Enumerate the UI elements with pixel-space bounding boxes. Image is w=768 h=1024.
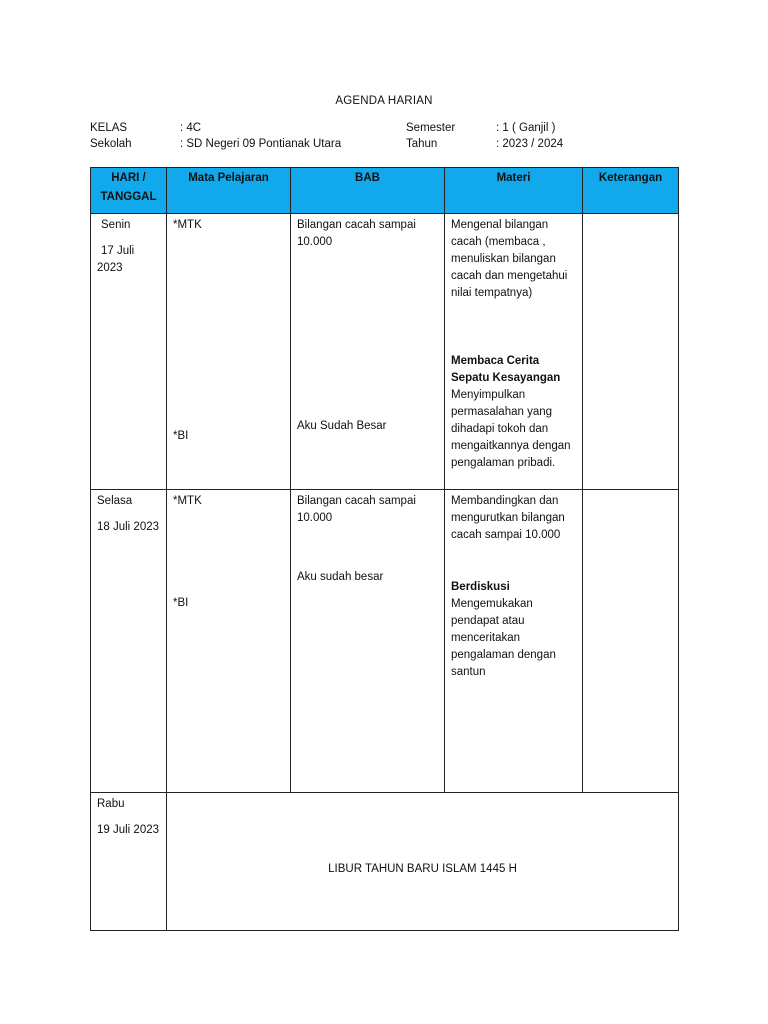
header-materi: Materi — [445, 168, 583, 214]
tahun-value: : 2023 / 2024 — [496, 138, 564, 150]
table-row — [91, 490, 679, 793]
header-bab: BAB — [291, 168, 445, 214]
header-hari: HARI / TANGGAL — [91, 168, 167, 214]
header-keterangan: Keterangan — [583, 168, 679, 214]
header-mapel: Mata Pelajaran — [167, 168, 291, 214]
table-row — [91, 793, 679, 931]
semester-value: : 1 ( Ganjil ) — [496, 122, 556, 134]
cell-hari: Selasa 18 Juli 2023 — [91, 490, 167, 793]
cell-mapel: *MTK *BI — [167, 214, 291, 490]
table-header-row — [91, 168, 679, 214]
table-row — [91, 214, 679, 490]
cell-hari: Senin 17 Juli 2023 — [91, 214, 167, 490]
sekolah-value: : SD Negeri 09 Pontianak Utara — [180, 138, 342, 150]
cell-keterangan — [583, 214, 679, 490]
document-title: AGENDA HARIAN — [335, 95, 433, 107]
cell-materi: Mengenal bilangan cacah (membaca , menuliskan bilangan cacah dan mengetahui nilai tempatnya) Membaca Cerita Sepatu Kesayangan Menyimpulkan permasalahan yang dihadapi tokoh dan mengaitkannya dengan pengalaman pribadi. — [445, 214, 583, 490]
sekolah-label: Sekolah — [90, 138, 132, 150]
cell-keterangan — [583, 490, 679, 793]
semester-label: Semester — [406, 122, 456, 134]
tahun-label: Tahun — [406, 138, 438, 150]
cell-mapel: *MTK *BI — [167, 490, 291, 793]
cell-bab: Bilangan cacah sampai 10.000 Aku Sudah Besar — [291, 214, 445, 490]
info-right — [406, 120, 563, 152]
cell-hari: Rabu 19 Juli 2023 — [91, 793, 167, 931]
cell-materi: Membandingkan dan mengurutkan bilangan cacah sampai 10.000 Berdiskusi Mengemukakan pendapat atau menceritakan pengalaman dengan santun — [445, 490, 583, 793]
agenda-table — [90, 167, 679, 931]
kelas-label: KELAS — [90, 122, 128, 134]
kelas-value: : 4C — [180, 122, 202, 134]
info-left — [90, 120, 341, 152]
holiday-note: LIBUR TAHUN BARU ISLAM 1445 H — [167, 793, 679, 931]
cell-bab: Bilangan cacah sampai 10.000 Aku sudah besar — [291, 490, 445, 793]
